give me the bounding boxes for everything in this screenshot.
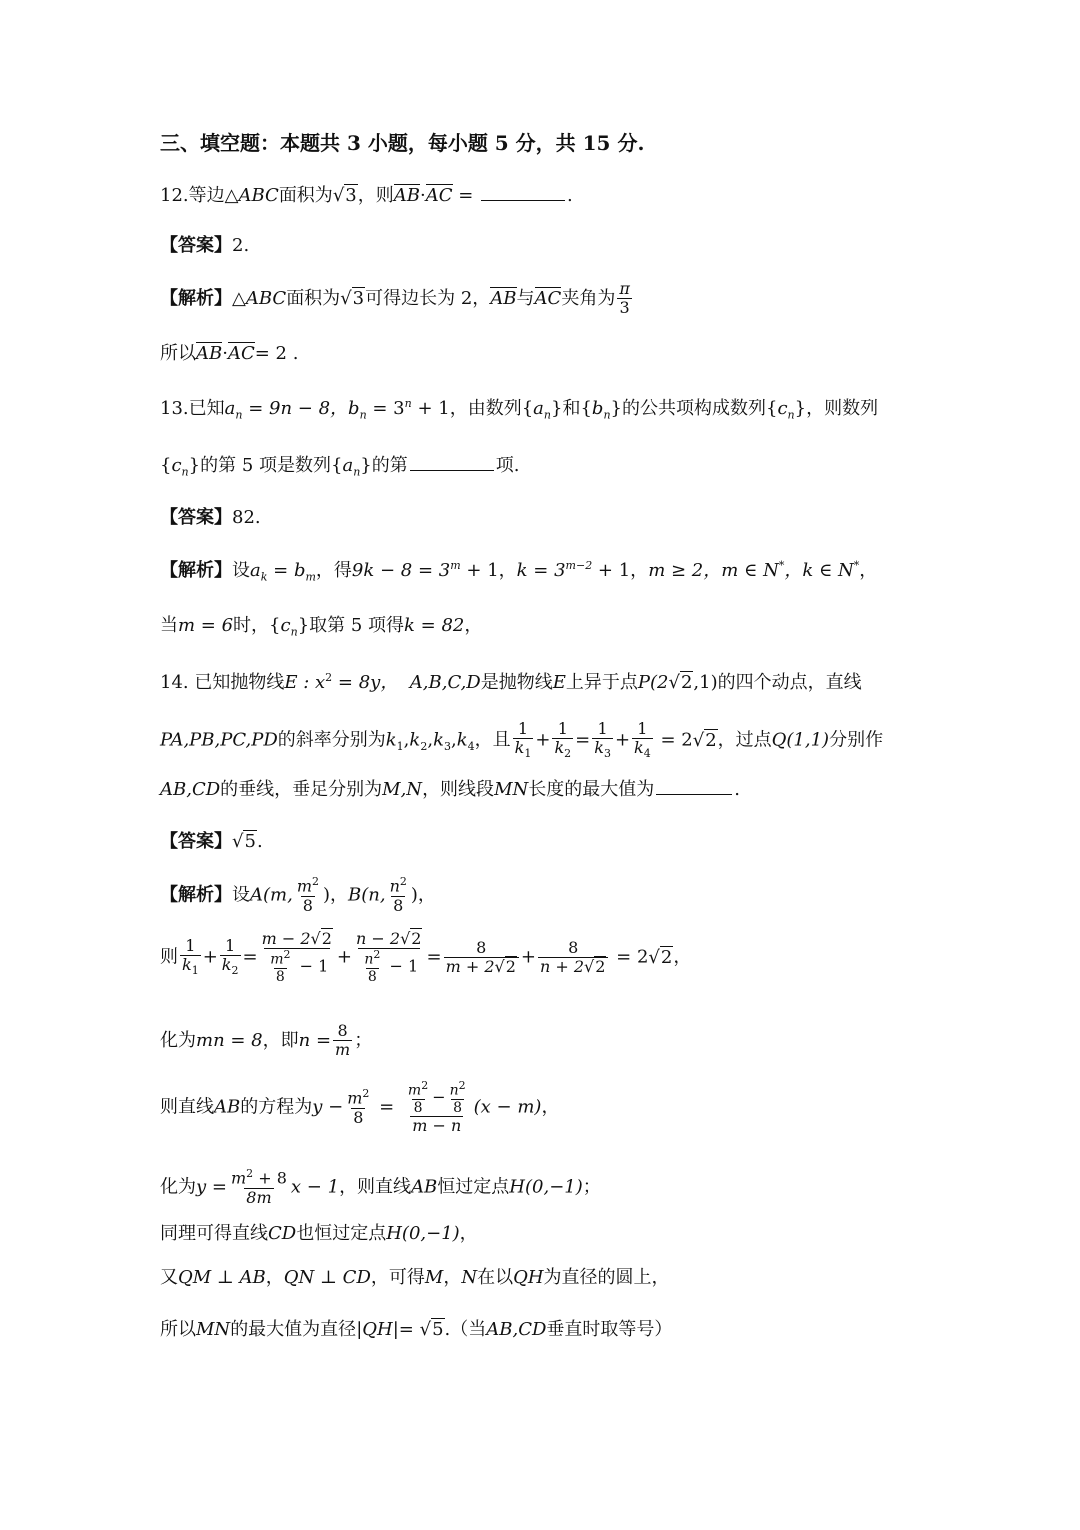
- q12-analysis: 【解析】△ABC面积为√3可得边长为 2，AB与AC夹角为 $\frac{\pi}{3}$: [160, 279, 630, 318]
- question-14: 14. 已知抛物线E : $x^2 = 8y$， A,B,C,D是抛物线E上异于点P(2√2,1)的四个动点，直线: [160, 671, 862, 693]
- question-13-line2: $\{c_n\}$的第 5 项是数列$\{a_n\}$的第 项.: [160, 455, 520, 479]
- q14-analysis-6: 同理可得直线CD也恒过定点H(0,−1)，: [160, 1223, 478, 1244]
- q13-answer: 【答案】82.: [160, 507, 261, 528]
- q14-analysis-2: 则 $\frac{1}{k_1}$ + $\frac{1}{k_2}$ = m − 2√2 $\frac{m^2}{8}$ − 1 + n − 2√2 $\frac{n^2}{8}$ − 1 = $\frac{8}{m + 2√2}$ + $\frac{8}{n + 2√2}$ = 2√2，: [160, 929, 692, 986]
- q14-analysis-5: 化为y = $\frac{m^2 + 8}{8m}$ x − 1，则直线AB恒过定点H(0,−1)；: [160, 1167, 601, 1207]
- answer-blank: [481, 196, 565, 201]
- q13-analysis-2: 当m = 6时，$\{c_n\}$取第 5 项得k = 82，: [160, 615, 483, 639]
- answer-blank: [410, 466, 494, 471]
- q14-analysis-4: 则直线AB的方程为y − $\frac{m^2}{8}$ = $\frac{m^2}{8}$ − $\frac{n^2}{8}$ m − n (x − m)，: [160, 1079, 560, 1135]
- q12-answer: 【答案】2.: [160, 235, 250, 256]
- q13-analysis: 【解析】设$a_k = b_m$，得$9k - 8 = 3^m + 1$，$k = 3^{m-2} + 1$，m ≥ 2，m ∈ N*，k ∈ N*，: [160, 559, 878, 584]
- q14-answer: 【答案】√5.: [160, 831, 263, 852]
- q14-analysis-3: 化为mn = 8，即n = $\frac{8}{m}$ ；: [160, 1021, 373, 1060]
- question-12: 12.等边△ABC面积为√3，则AB·AC = .: [160, 185, 573, 206]
- question-14-line3: AB,CD的垂线，垂足分别为M,N，则线段MN长度的最大值为 .: [160, 779, 740, 800]
- question-13: 13.已知$a_n = 9n - 8$，$b_n = 3^n + 1$，由数列$\{a_n\}$和$\{b_n\}$的公共项构成数列$\{c_n\}$，则数列: [160, 397, 879, 422]
- q12-conclusion: 所以AB·AC= 2 .: [160, 343, 299, 364]
- answer-blank: [656, 790, 732, 795]
- q14-analysis: 【解析】设A(m, $\frac{m^2}{8}$ )，B(n, $\frac{n^2}{8}$ )，: [160, 875, 436, 915]
- question-14-line2: PA,PB,PC,PD的斜率分别为$k_1,k_2,k_3,k_4$，且 $\frac{1}{k_1}$ + $\frac{1}{k_2}$ = $\frac{1}{k_3}$ + $\frac{1}{k_4}$ = 2√2，过点Q(1,1)分别作: [160, 719, 884, 761]
- q14-analysis-8: 所以MN的最大值为直径|QH|= √5.（当AB,CD垂直时取等号）: [160, 1319, 673, 1340]
- section-title: 三、填空题：本题共 3 小题，每小题 5 分，共 15 分.: [160, 131, 645, 155]
- q14-analysis-7: 又QM ⊥ AB，QN ⊥ CD，可得M，N在以QH为直径的圆上，: [160, 1267, 670, 1288]
